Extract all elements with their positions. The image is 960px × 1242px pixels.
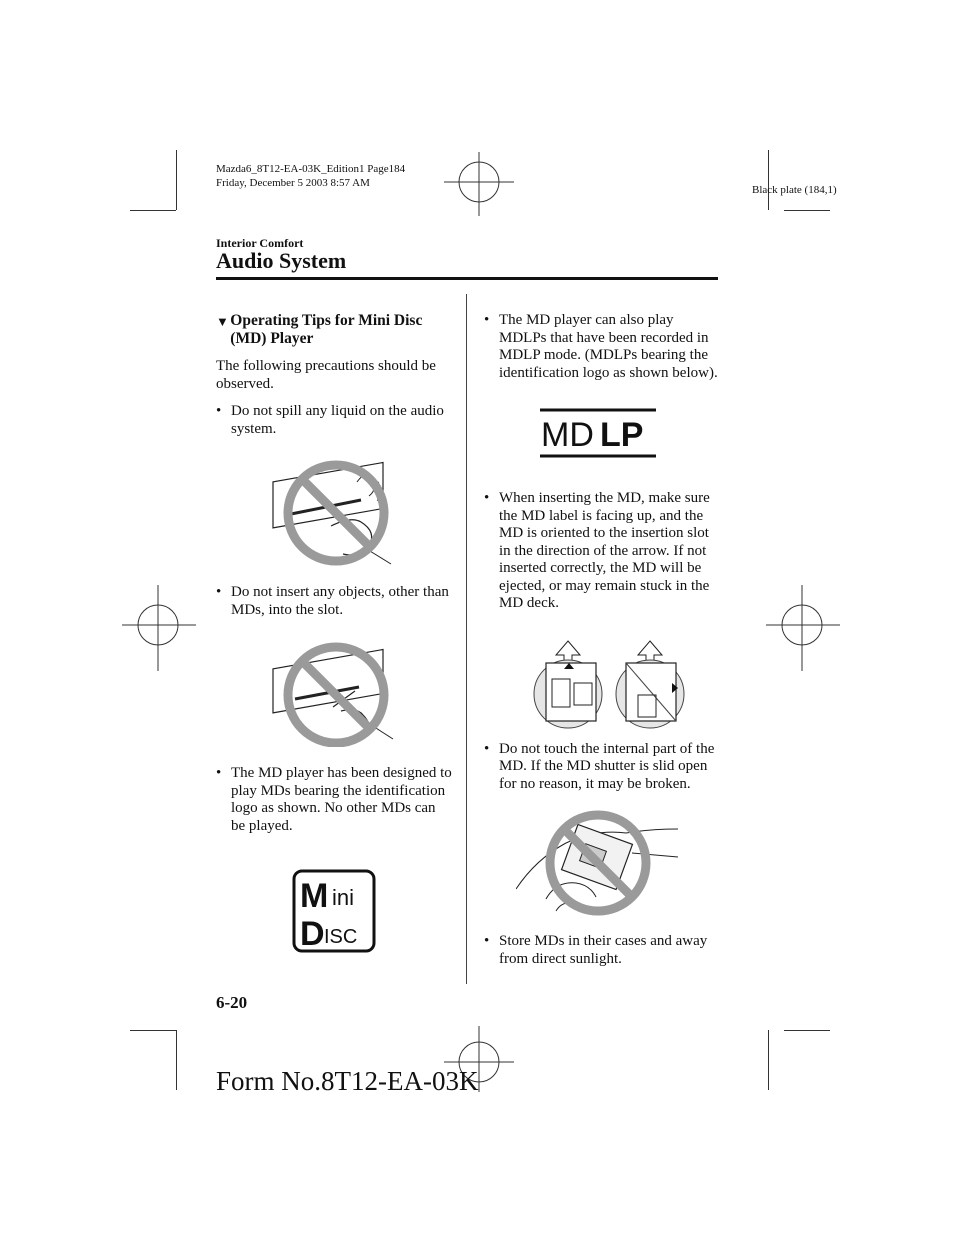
no-liquid-illustration (261, 456, 421, 566)
triangle-down-icon: ▼ (216, 314, 229, 329)
file-info (216, 162, 405, 190)
no-objects-illustration (261, 637, 421, 747)
bullet-dot-icon: • (484, 933, 490, 949)
list-item-text: The MD player has been designed to play MDs bearing the identification logo as shown. No other MDs can be played. (231, 765, 452, 834)
list-item (484, 312, 724, 382)
header-rule (216, 277, 718, 280)
md-insertion-illustration (520, 639, 690, 729)
list-item (216, 584, 452, 619)
crop-mark (176, 1030, 177, 1090)
page-number: 6-20 (216, 993, 248, 1012)
svg-text:ini: ini (332, 885, 355, 910)
list-item (484, 490, 724, 613)
bullet-dot-icon: • (484, 490, 490, 506)
registration-mark-right (762, 585, 842, 675)
list-item-text: Store MDs in their cases and away from direct sunlight. (499, 933, 708, 967)
list-item-text: Do not touch the internal part of the MD. If the MD shutter is slid open for no reason, it may be broken. (499, 740, 715, 792)
right-column (484, 312, 724, 968)
list-item-text: When inserting the MD, make sure the MD label is facing up, and the MD is oriented to the insertion slot in the direction of the arrow. If not inserted correctly, the MD will be ejected, or may remain stuck in the MD deck. (499, 490, 710, 611)
list-item-text: Do not insert any objects, other than MDs, into the slot. (231, 584, 449, 618)
bullet-dot-icon: • (484, 740, 490, 757)
black-plate-label: Black plate (184,1) (752, 184, 837, 196)
crop-mark (784, 210, 830, 211)
subhead (216, 312, 452, 348)
subhead-text: Operating Tips for Mini Disc (MD) Player (230, 312, 423, 347)
list-item-text: Do not spill any liquid on the audio system. (231, 403, 444, 437)
crop-mark (768, 1030, 769, 1090)
mdlp-logo (538, 408, 658, 460)
bullet-dot-icon: • (216, 765, 222, 781)
form-number: Form No.8T12-EA-03K (216, 1066, 479, 1096)
svg-text:LP: LP (600, 416, 644, 454)
no-touch-shutter-illustration (516, 807, 686, 917)
svg-text:M: M (300, 877, 329, 915)
crop-mark (130, 210, 176, 211)
svg-text:MD: MD (541, 416, 594, 454)
list-item (216, 403, 452, 438)
file-info-line2: Friday, December 5 2003 8:57 AM (216, 177, 370, 189)
list-item (484, 741, 724, 794)
bullet-dot-icon: • (484, 312, 490, 328)
svg-text:ISC: ISC (324, 926, 358, 948)
crop-mark (768, 150, 769, 210)
crop-mark (130, 1030, 176, 1031)
registration-mark-left (120, 585, 200, 675)
crop-mark (784, 1030, 830, 1031)
bullet-dot-icon: • (216, 584, 222, 600)
column-divider (466, 294, 467, 984)
list-item (484, 933, 724, 968)
list-item (216, 765, 452, 835)
bullet-dot-icon: • (216, 403, 222, 419)
file-info-line1: Mazda6_8T12-EA-03K_Edition1 Page184 (216, 163, 406, 175)
section-title: Audio System (216, 248, 347, 273)
svg-text:D: D (300, 915, 325, 953)
section-label: Interior Comfort (216, 236, 304, 250)
crop-mark (176, 150, 177, 210)
registration-mark-top (434, 150, 524, 220)
minidisc-logo (292, 869, 376, 953)
list-item-text: The MD player can also play MDLPs that have been recorded in MDLP mode. (MDLPs bearing the identification logo as shown below). (499, 312, 718, 381)
left-column (216, 312, 452, 953)
intro-paragraph: The following precautions should be observed. (216, 358, 436, 392)
